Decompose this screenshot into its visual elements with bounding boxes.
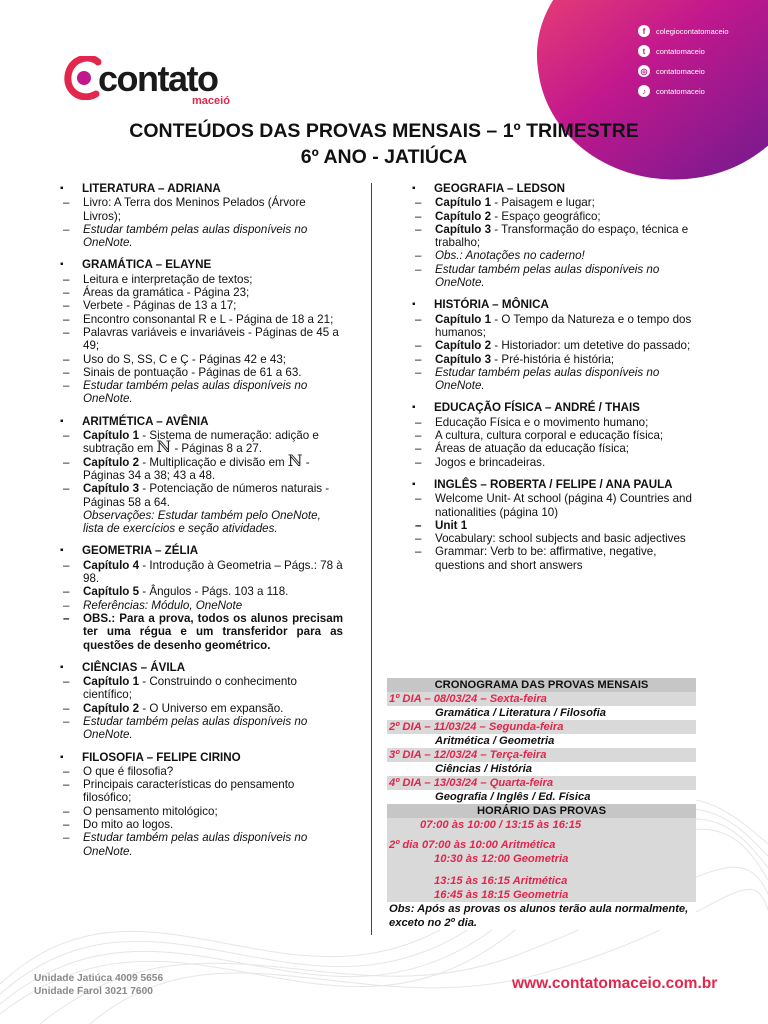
list-gramatica [60, 273, 343, 406]
section-ciencias: ▪ CIÊNCIAS – ÁVILA [60, 661, 343, 674]
social-tiktok[interactable] [638, 85, 768, 97]
section-geografia: ▪ GEOGRAFIA – LEDSON [412, 182, 696, 195]
chapter-text: - O Universo em expansão. [142, 701, 284, 715]
list-item [412, 339, 696, 352]
schedule-day: 2º DIA – 11/03/24 – Segunda-feira [387, 720, 696, 734]
schedule-day: 3º DIA – 12/03/24 – Terça-feira [387, 748, 696, 762]
chapter-label: Capítulo 3 [435, 222, 492, 236]
list-literatura [60, 196, 343, 249]
social-label: contatomaceio [656, 46, 705, 56]
day2-label: 2º dia [389, 839, 419, 851]
chapter-text: - Paisagem e lugar; [494, 196, 595, 210]
list-item: – A cultura, cultura corporal e educação física; [412, 429, 696, 442]
schedule-day: 1º DIA – 08/03/24 – Sexta-feira [387, 692, 696, 706]
list-item: – OBS.: Para a prova, todos os alunos precisam ter uma régua e um transferidor para as questões de desenho geométrico. [60, 612, 343, 652]
chapter-text: - Sistema de numeração: adição e subtração em [83, 429, 319, 456]
chapter-pages: - Páginas 34 a 38; 43 a 48. [83, 455, 310, 482]
unit-farol: Unidade Farol 3021 7600 [34, 986, 153, 997]
chapter-text: - Pré-história é história; [494, 352, 615, 366]
schedule-note: Obs: Após as provas os alunos terão aula normalmente, exceto no 2º dia. [387, 902, 696, 930]
list-item [60, 675, 343, 702]
chapter-label: Capítulo 1 [83, 429, 140, 443]
social-instagram[interactable] [638, 65, 768, 77]
exam-hours-general: 07:00 às 10:00 / 13:15 às 16:15 [387, 818, 696, 832]
list-filosofia [60, 765, 343, 858]
chapter-label: Capítulo 4 [83, 558, 140, 572]
list-geografia [412, 196, 696, 289]
list-aritmetica [60, 429, 343, 535]
list-item: – Estudar também pelas aulas disponíveis no OneNote. [60, 379, 343, 406]
chapter-label: Capítulo 2 [435, 339, 492, 353]
schedule-subjects: Ciências / História [387, 762, 696, 776]
schedule-heading: CRONOGRAMA DAS PROVAS MENSAIS [387, 678, 696, 692]
natural-numbers-symbol: ℕ [156, 437, 172, 457]
list-item: – Uso do S, SS, C e Ç - Páginas 42 e 43; [60, 353, 343, 366]
chapter-text: - Multiplicação e divisão em [142, 455, 285, 469]
list-item: – Welcome Unit- At school (página 4) Countries and nationalities (página 10) [412, 492, 696, 519]
list-item: – Vocabulary: school subjects and basic adjectives [412, 532, 696, 545]
list-item: – Leitura e interpretação de textos; [60, 273, 343, 286]
chapter-label: Capítulo 1 [435, 196, 492, 210]
exam-hours-day2-morning [387, 838, 696, 852]
right-column [412, 182, 696, 581]
schedule-subjects: Geografia / Inglês / Ed. Física [387, 790, 696, 804]
unit-jatiuca: Unidade Jatiúca 4009 5656 [34, 973, 164, 984]
exam-schedule [387, 678, 696, 930]
hours-line: 13:15 às 16:15 Aritmética [387, 874, 696, 888]
left-column [60, 182, 343, 867]
chapter-text: - Introdução à Geometria – Págs.: 78 à 98. [83, 558, 343, 586]
social-label: colegiocontatomaceio [656, 26, 729, 36]
spacer [387, 866, 696, 874]
chapter-text: - Espaço geográfico; [494, 209, 601, 223]
chapter-text: - Transformação do espaço, técnica e trabalho; [435, 222, 689, 250]
section-aritmetica: ▪ ARITMÉTICA – AVÊNIA [60, 415, 343, 428]
list-item: – Principais características do pensamento filosófico; [60, 778, 343, 805]
hours-line: 16:45 às 18:15 Geometria [387, 888, 696, 902]
chapter-text: - Ângulos - Págs. 103 a 118. [142, 585, 289, 599]
list-item: – Encontro consonantal R e L - Página de 18 a 21; [60, 313, 343, 326]
natural-numbers-symbol: ℕ [287, 450, 303, 470]
chapter-label: Capítulo 1 [83, 675, 140, 689]
list-item: – Do mito ao logos. [60, 818, 343, 831]
list-item: – O que é filosofia? [60, 765, 343, 778]
chapter-label: Capítulo 2 [435, 209, 492, 223]
section-historia: ▪ HISTÓRIA – MÔNICA [412, 298, 696, 311]
list-item: – Unit 1 [412, 519, 696, 532]
list-item [60, 702, 343, 715]
social-label: contatomaceio [656, 86, 705, 96]
list-item: – Estudar também pelas aulas disponíveis no OneNote. [60, 715, 343, 742]
list-item [412, 196, 696, 209]
chapter-text: - Construindo o conhecimento científico; [83, 675, 297, 702]
hours-line: 10:30 às 12:00 Geometria [387, 852, 696, 866]
list-item [412, 210, 696, 223]
list-historia [412, 313, 696, 393]
tiktok-icon: ♪ [638, 85, 650, 97]
facebook-icon: f [638, 25, 650, 37]
chapter-pages: - Páginas 8 a 27. [174, 442, 262, 456]
list-item: – Sinais de pontuação - Páginas de 61 a 63. [60, 366, 343, 379]
list-item [60, 450, 343, 483]
chapter-label: Capítulo 2 [83, 701, 140, 715]
list-item: – Estudar também pelas aulas disponíveis no OneNote. [412, 263, 696, 290]
list-item: – O pensamento mitológico; [60, 805, 343, 818]
website-link[interactable]: www.contatomaceio.com.br [512, 975, 718, 992]
chapter-text: - Historiador: um detetive do passado; [494, 339, 691, 353]
social-label: contatomaceio [656, 66, 705, 76]
list-item: – Estudar também pelas aulas disponíveis no OneNote. [60, 223, 343, 250]
list-item: – Palavras variáveis e invariáveis - Páginas de 45 a 49; [60, 326, 343, 353]
twitter-icon: t [638, 45, 650, 57]
list-item [412, 353, 696, 366]
list-item [60, 482, 343, 509]
list-educacao-fisica [412, 416, 696, 469]
contato-logo [64, 56, 264, 116]
hours-line: 07:00 às 10:00 Aritmética [422, 839, 556, 851]
section-geometria: ▪ GEOMETRIA – ZÉLIA [60, 544, 343, 557]
chapter-label: Capítulo 1 [435, 312, 492, 326]
list-item [60, 585, 343, 598]
section-literatura: ▪ LITERATURA – ADRIANA [60, 182, 343, 195]
list-item [60, 559, 343, 586]
list-item: – Grammar: Verb to be: affirmative, negative, questions and short answers [412, 545, 696, 572]
list-ingles [412, 492, 696, 572]
list-item: – Educação Física e o movimento humano; [412, 416, 696, 429]
section-ingles: ▪ INGLÊS – ROBERTA / FELIPE / ANA PAULA [412, 478, 696, 491]
social-twitter[interactable] [638, 45, 768, 57]
section-educacao-fisica: ▪ EDUCAÇÃO FÍSICA – ANDRÉ / THAIS [412, 401, 696, 414]
logo-subtitle: maceió [192, 95, 230, 107]
instagram-icon: ◎ [638, 65, 650, 77]
list-item [412, 313, 696, 340]
list-item: – Verbete - Páginas de 13 a 17; [60, 299, 343, 312]
list-item: – Áreas da gramática - Página 23; [60, 286, 343, 299]
exam-hours-heading: HORÁRIO DAS PROVAS [387, 804, 696, 818]
schedule-subjects: Gramática / Literatura / Filosofia [387, 706, 696, 720]
section-gramatica: ▪ GRAMÁTICA – ELAYNE [60, 258, 343, 271]
social-facebook[interactable] [638, 25, 768, 37]
list-item: – Obs.: Anotações no caderno! [412, 249, 696, 262]
footer-units [34, 972, 163, 998]
schedule-subjects: Aritmética / Geometria [387, 734, 696, 748]
column-divider [371, 183, 372, 935]
list-item: – Jogos e brincadeiras. [412, 456, 696, 469]
logo-wordmark: contato [98, 58, 218, 99]
list-geometria [60, 559, 343, 652]
section-filosofia: ▪ FILOSOFIA – FELIPE CIRINO [60, 751, 343, 764]
chapter-label: Capítulo 3 [435, 352, 492, 366]
list-item: – Livro: A Terra dos Meninos Pelados (Árvore Livros); [60, 196, 343, 223]
list-item: Observações: Estudar também pelo OneNote, lista de exercícios e seção atividades. [83, 508, 321, 536]
chapter-label: Capítulo 5 [83, 585, 140, 599]
chapter-text: - Potenciação de números naturais - Páginas 58 a 64. [83, 482, 330, 509]
list-ciencias [60, 675, 343, 741]
chapter-text: - O Tempo da Natureza e o tempo dos humanos; [435, 312, 692, 339]
schedule-day: 4º DIA – 13/03/24 – Quarta-feira [387, 776, 696, 790]
page-subtitle: 6º ANO - JATIÚCA [300, 146, 468, 168]
page-title: CONTEÚDOS DAS PROVAS MENSAIS – 1º TRIMESTRE [129, 120, 639, 142]
chapter-label: Capítulo 3 [83, 482, 140, 496]
list-item: – Estudar também pelas aulas disponíveis no OneNote. [60, 831, 343, 858]
list-item: – Referências: Módulo, OneNote [60, 599, 343, 612]
list-item: – Áreas de atuação da educação física; [412, 442, 696, 455]
list-item [412, 223, 696, 250]
list-item: – Estudar também pelas aulas disponíveis no OneNote. [412, 366, 696, 393]
chapter-label: Capítulo 2 [83, 455, 140, 469]
